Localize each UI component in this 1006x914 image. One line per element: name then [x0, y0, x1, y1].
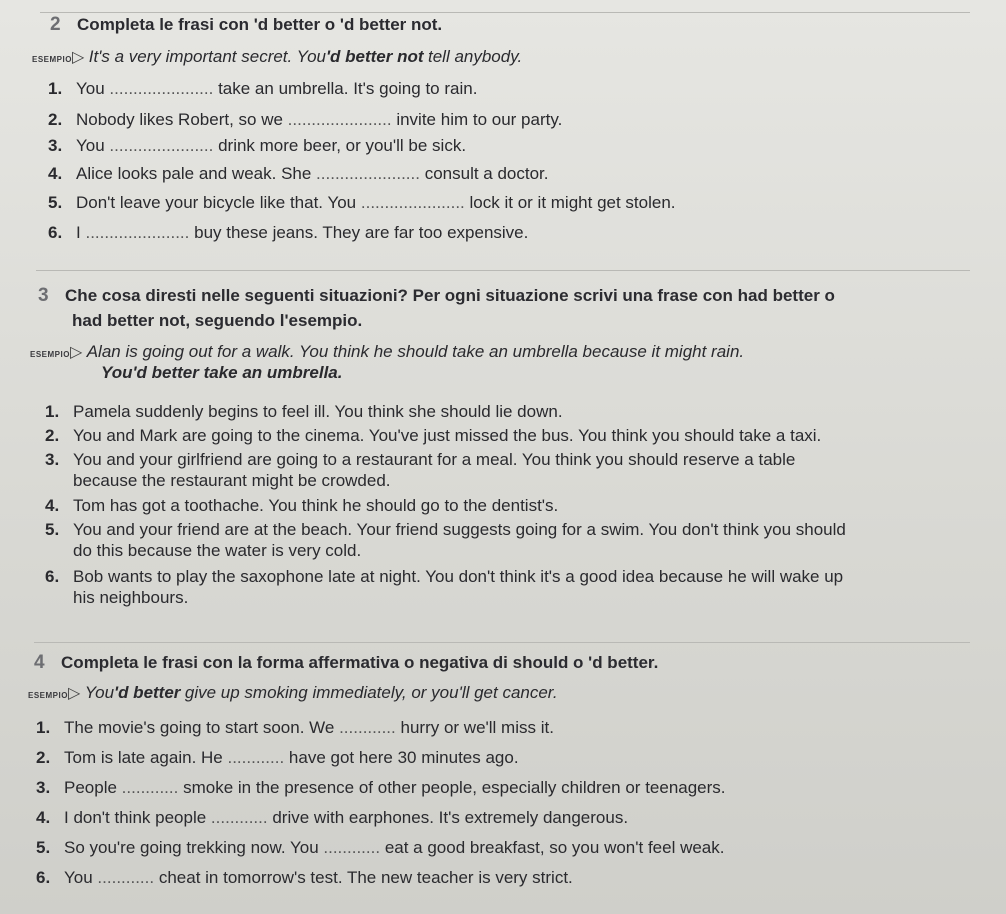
- example-text: It's a very important secret. You: [88, 47, 326, 66]
- item-text: You: [76, 136, 105, 155]
- item-number: 4.: [36, 808, 51, 827]
- exercise-4-number: 4: [34, 652, 45, 673]
- ex4-item-6: [36, 868, 573, 888]
- top-divider: [40, 12, 970, 13]
- item-number: 2.: [48, 110, 63, 129]
- ex4-item-4: [36, 808, 628, 828]
- item-text: So you're going trekking now. You: [64, 838, 319, 857]
- item-number: 3.: [36, 778, 51, 797]
- item-number: 2.: [45, 426, 60, 445]
- ex4-item-2: [36, 748, 519, 768]
- example-answer: You'd better take an umbrella.: [101, 363, 343, 382]
- item-text-end: lock it or it might get stolen.: [469, 193, 676, 212]
- exercise-3-heading: [38, 285, 835, 307]
- exercise-3-example: [30, 342, 744, 362]
- ex3-item-5-cont: do this because the water is very cold.: [73, 541, 362, 560]
- example-bold: 'd better not: [325, 47, 424, 66]
- item-number: 3.: [48, 136, 63, 155]
- esempio-label: ESEMPIO: [28, 691, 68, 700]
- ex2-item-6: [48, 223, 528, 243]
- ex3-item-4: [45, 496, 558, 516]
- ex2-item-3: [48, 136, 466, 156]
- exercise-3-instruction: Che cosa diresti nelle seguenti situazioni? Per ogni situazione scrivi una frase con had better o: [65, 286, 835, 305]
- answer-blank[interactable]: ......................: [287, 110, 392, 129]
- item-text-end: take an umbrella. It's going to rain.: [218, 79, 478, 98]
- exercise-4-example: [28, 683, 558, 703]
- play-arrow-icon: ▷: [71, 49, 85, 66]
- divider-2: [36, 270, 970, 271]
- ex2-item-4: [48, 164, 549, 184]
- ex2-item-5: [48, 193, 676, 213]
- item-number: 1.: [48, 79, 63, 98]
- answer-blank[interactable]: ............: [339, 718, 396, 737]
- answer-blank[interactable]: ............: [227, 748, 285, 767]
- item-text: You: [76, 79, 105, 98]
- ex4-item-5: [36, 838, 725, 858]
- item-number: 1.: [36, 718, 51, 737]
- item-text-end: have got here 30 minutes ago.: [288, 748, 519, 767]
- answer-blank[interactable]: ......................: [360, 193, 465, 212]
- answer-blank[interactable]: ......................: [85, 223, 190, 242]
- item-number: 5.: [45, 520, 60, 539]
- ex4-item-1: [36, 718, 554, 738]
- ex3-item-1: [45, 402, 563, 422]
- item-text-end: drive with earphones. It's extremely dangerous.: [272, 808, 629, 827]
- item-number: 4.: [48, 164, 63, 183]
- answer-blank[interactable]: ............: [121, 778, 179, 797]
- item-number: 6.: [45, 567, 60, 586]
- item-text: Pamela suddenly begins to feel ill. You think she should lie down.: [73, 402, 563, 421]
- item-text-end: smoke in the presence of other people, especially children or teenagers.: [183, 778, 726, 797]
- item-text: I don't think people: [64, 808, 207, 827]
- item-text: I: [76, 223, 81, 242]
- ex3-item-5: [45, 520, 846, 540]
- item-text-end: buy these jeans. They are far too expensive.: [194, 223, 529, 242]
- exercise-3-number: 3: [38, 285, 49, 306]
- example-text-end: give up smoking immediately, or you'll get cancer.: [184, 683, 558, 702]
- item-text: Don't leave your bicycle like that. You: [76, 193, 357, 212]
- ex3-item-3-cont: because the restaurant might be crowded.: [73, 471, 391, 490]
- answer-blank[interactable]: ............: [323, 838, 381, 857]
- item-text: Tom is late again. He: [64, 748, 223, 767]
- ex3-item-6: [45, 567, 843, 587]
- item-number: 3.: [45, 450, 60, 469]
- item-text: You and your friend are at the beach. Your friend suggests going for a swim. You don't think you should: [73, 520, 846, 539]
- example-text-end: tell anybody.: [427, 47, 523, 66]
- esempio-label: ESEMPIO: [32, 55, 72, 64]
- item-text: You and your girlfriend are going to a restaurant for a meal. You think you should reserve a table: [73, 450, 796, 469]
- answer-blank[interactable]: ......................: [316, 164, 420, 183]
- ex3-item-6-cont: his neighbours.: [73, 588, 189, 607]
- exercise-4-heading: [34, 652, 658, 674]
- item-text-end: cheat in tomorrow's test. The new teacher is very strict.: [158, 868, 573, 887]
- play-arrow-icon: ▷: [69, 344, 83, 361]
- item-text: Bob wants to play the saxophone late at night. You don't think it's a good idea because he will wake up: [73, 567, 844, 586]
- answer-blank[interactable]: ......................: [109, 136, 214, 155]
- example-text: You: [84, 683, 115, 702]
- item-number: 5.: [36, 838, 51, 857]
- item-number: 4.: [45, 496, 60, 515]
- item-text-end: invite him to our party.: [396, 110, 563, 129]
- ex4-item-3: [36, 778, 726, 798]
- play-arrow-icon: ▷: [67, 685, 81, 702]
- exercise-4-instruction: Completa le frasi con la forma affermativa o negativa di should o 'd better.: [61, 653, 659, 672]
- item-text: People: [64, 778, 117, 797]
- exercise-2-heading: [50, 14, 442, 36]
- exercise-2-example: [32, 47, 522, 67]
- item-text: Tom has got a toothache. You think he should go to the dentist's.: [73, 496, 559, 515]
- divider-3: [34, 642, 970, 643]
- item-text: You: [64, 868, 93, 887]
- ex3-item-3: [45, 450, 795, 470]
- item-text: Alice looks pale and weak. She: [76, 164, 312, 183]
- item-text: Nobody likes Robert, so we: [76, 110, 283, 129]
- item-text-end: drink more beer, or you'll be sick.: [218, 136, 467, 155]
- esempio-label: ESEMPIO: [30, 350, 70, 359]
- answer-blank[interactable]: ............: [210, 808, 268, 827]
- item-number: 1.: [45, 402, 60, 421]
- item-text-end: hurry or we'll miss it.: [400, 718, 554, 737]
- ex3-item-2: [45, 426, 821, 446]
- exercise-2-instruction: Completa le frasi con 'd better o 'd better not.: [77, 15, 443, 34]
- item-text: You and Mark are going to the cinema. You've just missed the bus. You think you should take a taxi.: [73, 426, 822, 445]
- item-text-end: eat a good breakfast, so you won't feel weak.: [384, 838, 725, 857]
- example-text: Alan is going out for a walk. You think he should take an umbrella because it might rain.: [86, 342, 745, 361]
- ex2-item-1: [48, 79, 477, 99]
- item-number: 5.: [48, 193, 63, 212]
- item-number: 2.: [36, 748, 51, 767]
- example-bold: 'd better: [114, 683, 181, 702]
- item-text-end: consult a doctor.: [424, 164, 549, 183]
- item-number: 6.: [36, 868, 51, 887]
- ex2-item-2: [48, 110, 562, 130]
- answer-blank[interactable]: ............: [97, 868, 155, 887]
- item-number: 6.: [48, 223, 63, 242]
- exercise-3-instruction-line2: had better not, seguendo l'esempio.: [72, 311, 363, 330]
- item-text: The movie's going to start soon. We: [64, 718, 335, 737]
- exercise-2-number: 2: [50, 14, 61, 35]
- answer-blank[interactable]: ......................: [109, 79, 214, 98]
